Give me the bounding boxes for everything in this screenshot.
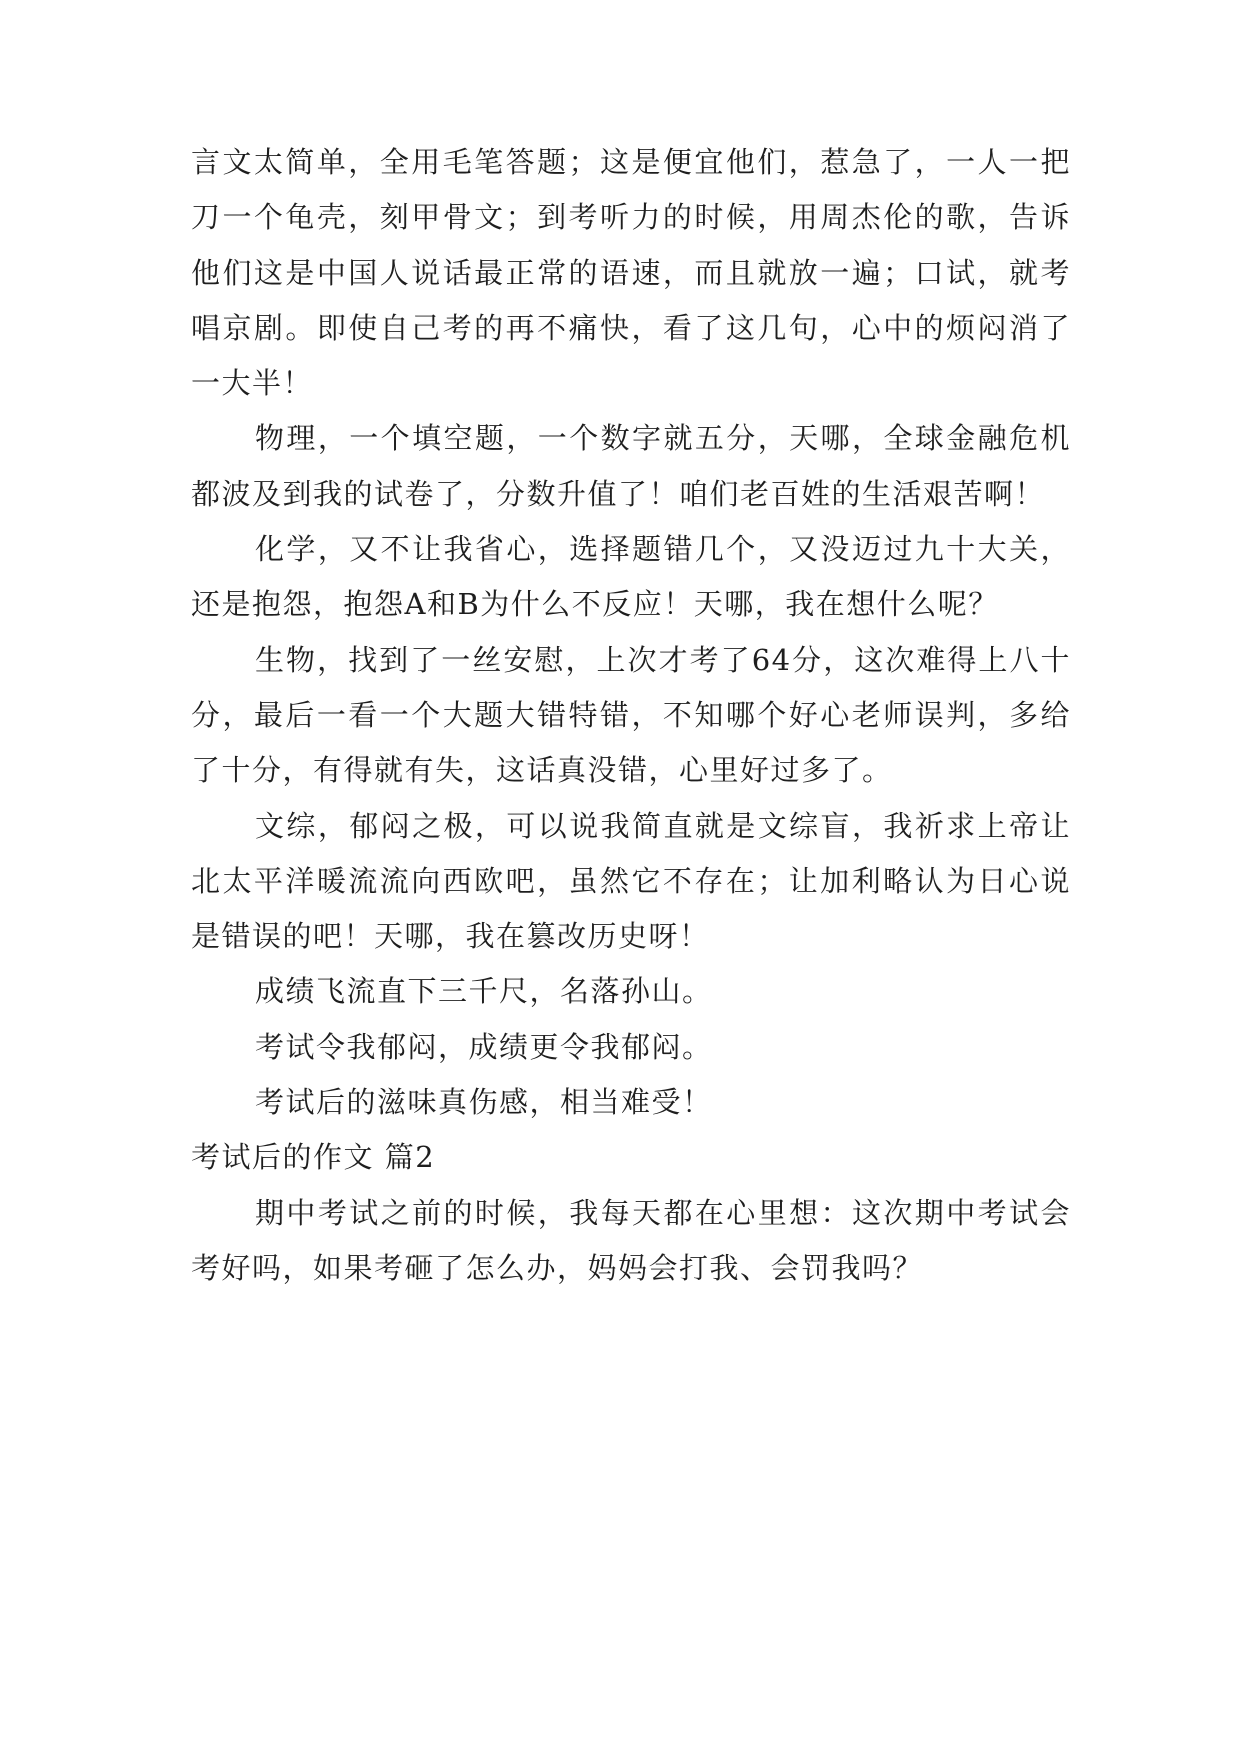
paragraph-continued: 言文太简单，全用毛笔答题；这是便宜他们，惹急了，一人一把刀一个龟壳，刻甲骨文；到考听力的时候，用周杰伦的歌，告诉他们这是中国人说话最正常的语速，而且就放一遍；口试，就考唱京剧。即使自己考的再不痛快，看了这几句，心中的烦闷消了一大半！ [191,145,1071,401]
paragraph-liberal-arts: 文综，郁闷之极，可以说我简直就是文综盲，我祈求上帝让北太平洋暖流流向西欧吧，虽然它不存在；让加利略认为日心说是错误的吧！天哪，我在篡改历史呀！ [191,808,1071,954]
paragraph-midterm: 期中考试之前的时候，我每天都在心里想：这次期中考试会考好吗，如果考砸了怎么办，妈妈会打我、会罚我吗？ [191,1195,1071,1285]
paragraph-biology: 生物，找到了一丝安慰，上次才考了64分，这次难得上八十分，最后一看一个大题大错特错，不知哪个好心老师误判，多给了十分，有得就有失，这话真没错，心里好过多了。 [191,642,1071,788]
paragraph-physics: 物理，一个填空题，一个数字就五分，天哪，全球金融危机都波及到我的试卷了，分数升值了！咱们老百姓的生活艰苦啊！ [191,421,1071,511]
document-page [191,135,1071,1296]
paragraph-grades: 成绩飞流直下三千尺，名落孙山。 [255,974,713,1009]
paragraph-chemistry: 化学，又不让我省心，选择题错几个，又没迈过九十大关，还是抱怨，抱怨A和B为什么不反应！天哪，我在想什么呢？ [191,532,1071,622]
section-heading: 考试后的作文 篇2 [191,1140,436,1175]
paragraph-after-exam: 考试后的滋味真伤感，相当难受！ [255,1085,713,1120]
paragraph-exam-mood: 考试令我郁闷，成绩更令我郁闷。 [255,1029,713,1064]
